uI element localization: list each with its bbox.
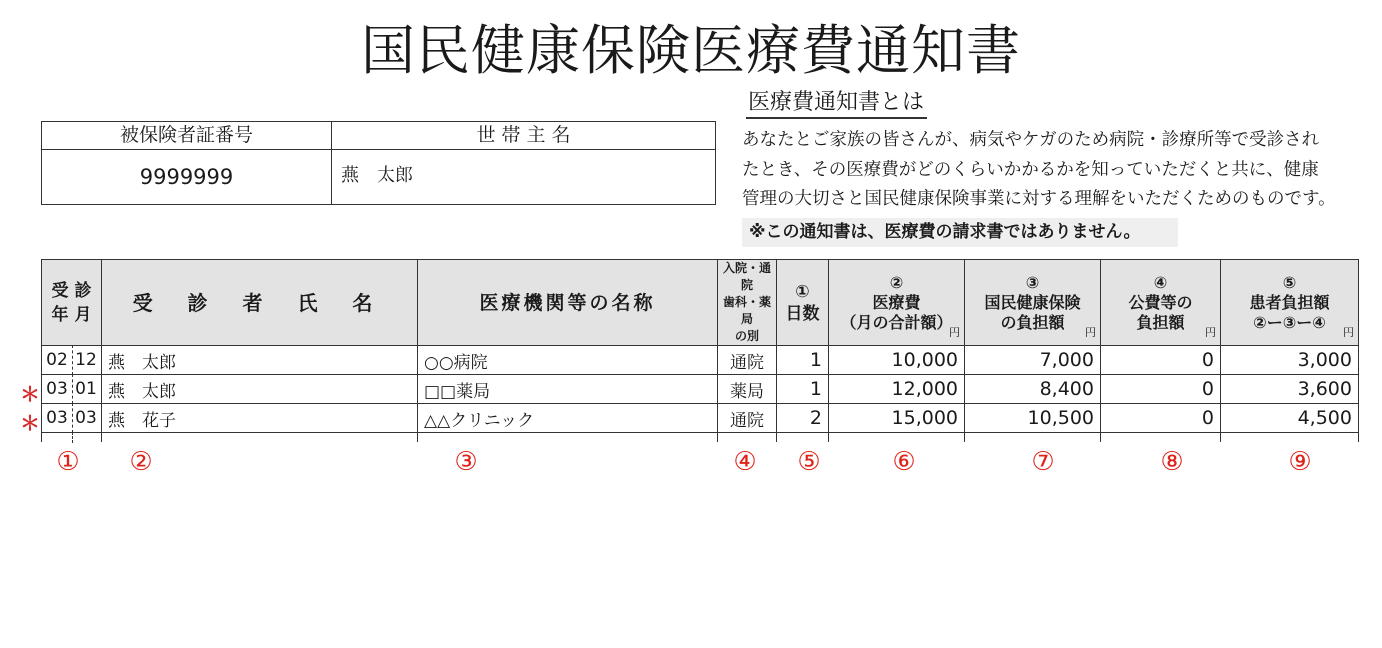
about-heading: 医療費通知書とは [746, 89, 927, 119]
table-row [42, 404, 1359, 433]
household-head-label: 世 帯 主 名 [332, 122, 715, 150]
about-line: 管理の大切さと国民健康保険事業に対する理解をいただくためのものです。 [742, 189, 1336, 209]
header-medical-cost: ② 医療費 （月の合計額） 円 [829, 260, 965, 346]
table-trailing-row [42, 433, 1359, 443]
public-share-cell: 0 [1101, 375, 1221, 404]
header-public-share: ④ 公費等の 負担額 円 [1101, 260, 1221, 346]
public-share-cell: 0 [1101, 404, 1221, 433]
nhi-share-cell: 7,000 [965, 346, 1101, 375]
table-row [42, 346, 1359, 375]
table-row [42, 375, 1359, 404]
row-mark-asterisk: ＊ [20, 382, 40, 406]
about-line: あなたとご家族の皆さんが、病気やケガのため病院・診療所等で受診され [742, 130, 1320, 150]
yen-unit: 円 [1343, 326, 1354, 339]
not-an-invoice-note: ※この通知書は、医療費の請求書ではありません。 [742, 218, 1178, 247]
callout-4: ④ [733, 447, 757, 477]
page-title: 国民健康保険医療費通知書 [361, 19, 1021, 82]
visit-month-cell: 02 12 [42, 346, 102, 375]
header-days: ① 日数 [777, 260, 829, 346]
patient-name-cell: 燕 太郎 [102, 346, 418, 375]
institution-cell: △△クリニック [418, 404, 718, 433]
visit-month-cell: 03 03 [42, 404, 102, 433]
header-institution: 医療機関等の名称 [418, 260, 718, 346]
callout-7: ⑦ [1031, 447, 1055, 477]
about-line: たとき、その医療費がどのくらいかかるかを知っていただくと共に、健康 [742, 159, 1319, 180]
callout-3: ③ [454, 447, 478, 477]
insured-number-value: 9999999 [42, 150, 332, 205]
nhi-share-cell: 10,500 [965, 404, 1101, 433]
header-patient-share: ⑤ 患者負担額 ②ー③ー④ 円 [1221, 260, 1359, 346]
medical-cost-cell: 12,000 [829, 375, 965, 404]
patient-share-cell: 4,500 [1221, 404, 1359, 433]
patient-name-cell: 燕 太郎 [102, 375, 418, 404]
yen-unit: 円 [1205, 326, 1216, 339]
visit-type-cell: 薬局 [718, 375, 777, 404]
yen-unit: 円 [949, 326, 960, 339]
header-nhi-share: ③ 国民健康保険 の負担額 円 [965, 260, 1101, 346]
patient-name-cell: 燕 花子 [102, 404, 418, 433]
callout-8: ⑧ [1160, 447, 1184, 477]
medical-cost-cell: 10,000 [829, 346, 965, 375]
callout-2: ② [129, 447, 153, 477]
visit-month-cell: 03 01 [42, 375, 102, 404]
medical-cost-table [41, 259, 1358, 442]
institution-cell: □□薬局 [418, 375, 718, 404]
callout-9: ⑨ [1288, 447, 1312, 477]
visit-type-cell: 通院 [718, 404, 777, 433]
table-header-row [42, 260, 1359, 346]
household-head-value: 燕 太郎 [341, 165, 413, 186]
header-patient-name: 受 診 者 氏 名 [102, 260, 418, 346]
days-cell: 1 [777, 375, 829, 404]
callout-1: ① [56, 447, 80, 477]
institution-cell: ○○病院 [418, 346, 718, 375]
insured-number-label: 被保険者証番号 [42, 122, 332, 150]
nhi-share-cell: 8,400 [965, 375, 1101, 404]
callout-5: ⑤ [797, 447, 821, 477]
callout-6: ⑥ [892, 447, 916, 477]
patient-share-cell: 3,000 [1221, 346, 1359, 375]
row-mark-asterisk: ＊ [20, 411, 40, 435]
public-share-cell: 0 [1101, 346, 1221, 375]
insured-info-box [41, 121, 716, 205]
days-cell: 1 [777, 346, 829, 375]
days-cell: 2 [777, 404, 829, 433]
medical-cost-cell: 15,000 [829, 404, 965, 433]
patient-share-cell: 3,600 [1221, 375, 1359, 404]
about-paragraph [742, 126, 1362, 215]
header-month: 受 診 年 月 [42, 260, 102, 346]
header-visit-type: 入院・通院 歯科・薬局 の別 [718, 260, 777, 346]
visit-type-cell: 通院 [718, 346, 777, 375]
yen-unit: 円 [1085, 326, 1096, 339]
